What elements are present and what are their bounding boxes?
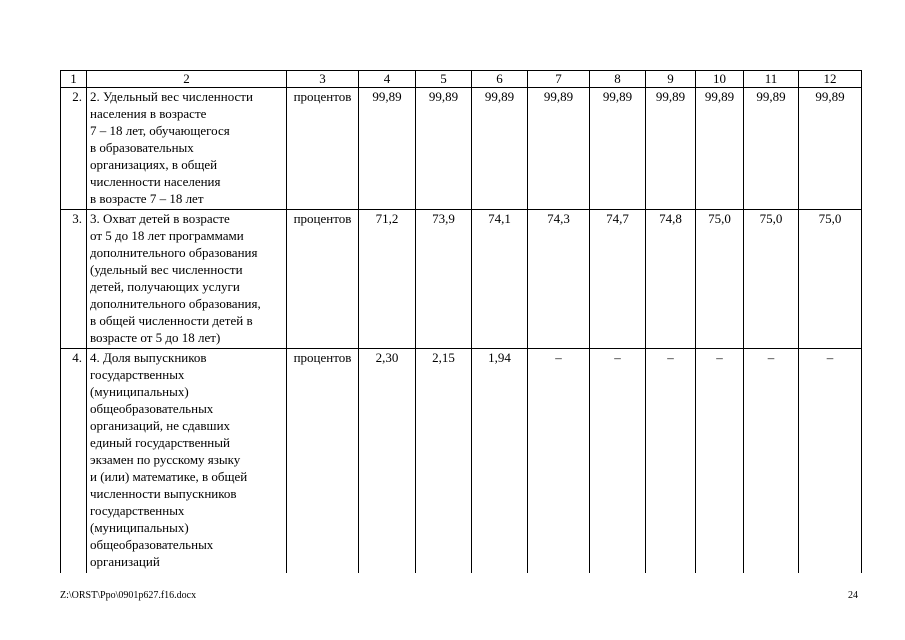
value-cell: 99,89 [646,88,696,210]
header-cell: 1 [61,71,87,88]
indicator-name-line: и (или) математике, в общей [90,469,248,484]
value-cell: 99,89 [416,88,472,210]
indicator-name-line: дополнительного образования [90,245,258,260]
header-cell: 7 [528,71,590,88]
row-number: 3. [61,210,87,349]
indicator-name-line: организациях, в общей [90,157,218,172]
page-number: 24 [848,590,858,601]
value-cell: 2,30 [359,349,416,573]
indicator-name-line: детей, получающих услуги [90,279,240,294]
header-cell: 5 [416,71,472,88]
indicator-name [87,349,287,573]
table-row [61,210,862,349]
table-row [61,349,862,573]
value-cell: – [528,349,590,573]
value-cell: 71,2 [359,210,416,349]
value-cell: – [646,349,696,573]
value-cell: – [590,349,646,573]
indicator-name-line: 2. Удельный вес численности [90,89,253,104]
indicator-name-line: экзамен по русскому языку [90,452,241,467]
indicator-name-line: в общей численности детей в [90,313,253,328]
table-row [61,88,862,210]
indicator-name-line: от 5 до 18 лет программами [90,228,244,243]
header-cell: 9 [646,71,696,88]
unit-cell: процентов [287,210,359,349]
indicator-name-line: 7 – 18 лет, обучающегося [90,123,230,138]
indicator-name-line: дополнительного образования, [90,296,261,311]
indicator-name-line: (удельный вес численности [90,262,243,277]
value-cell: 75,0 [799,210,862,349]
header-cell: 2 [87,71,287,88]
indicator-name [87,88,287,210]
unit-cell: процентов [287,88,359,210]
indicator-name-line: организаций, не сдавших [90,418,231,433]
indicators-table [60,70,862,573]
header-row [61,71,862,88]
indicator-name-line: в возрасте 7 – 18 лет [90,191,204,206]
indicator-name-line: 3. Охват детей в возрасте [90,211,230,226]
indicator-name-line: государственных [90,367,185,382]
indicator-name-line: единый государственный [90,435,230,450]
header-cell: 10 [696,71,744,88]
value-cell: – [799,349,862,573]
indicator-name [87,210,287,349]
value-cell: 1,94 [472,349,528,573]
value-cell: 99,89 [744,88,799,210]
value-cell: 74,3 [528,210,590,349]
header-cell: 3 [287,71,359,88]
header-cell: 6 [472,71,528,88]
value-cell: 75,0 [696,210,744,349]
indicator-name-line: общеобразовательных [90,401,214,416]
value-cell: 99,89 [359,88,416,210]
indicator-name-line: 4. Доля выпускников [90,350,207,365]
value-cell: – [696,349,744,573]
indicator-name-line: общеобразовательных [90,537,214,552]
indicator-name-line: населения в возрасте [90,106,207,121]
indicator-name-line: численности выпускников [90,486,237,501]
indicator-name-line: (муниципальных) [90,520,189,535]
indicator-name-line: государственных [90,503,185,518]
header-cell: 4 [359,71,416,88]
value-cell: 73,9 [416,210,472,349]
value-cell: 99,89 [590,88,646,210]
header-cell: 11 [744,71,799,88]
row-number: 4. [61,349,87,573]
row-number: 2. [61,88,87,210]
unit-cell: процентов [287,349,359,573]
value-cell: 99,89 [472,88,528,210]
value-cell: 99,89 [799,88,862,210]
indicator-name-line: организаций [90,554,160,569]
indicator-name-line: численности населения [90,174,221,189]
header-cell: 8 [590,71,646,88]
value-cell: 74,1 [472,210,528,349]
value-cell: – [744,349,799,573]
value-cell: 74,8 [646,210,696,349]
indicator-name-line: (муниципальных) [90,384,189,399]
value-cell: 99,89 [696,88,744,210]
indicator-name-line: в образовательных [90,140,194,155]
file-path: Z:\ORST\Ppo\0901p627.f16.docx [60,590,197,601]
value-cell: 74,7 [590,210,646,349]
value-cell: 75,0 [744,210,799,349]
indicator-name-line: возрасте от 5 до 18 лет) [90,330,221,345]
header-cell: 12 [799,71,862,88]
value-cell: 2,15 [416,349,472,573]
value-cell: 99,89 [528,88,590,210]
